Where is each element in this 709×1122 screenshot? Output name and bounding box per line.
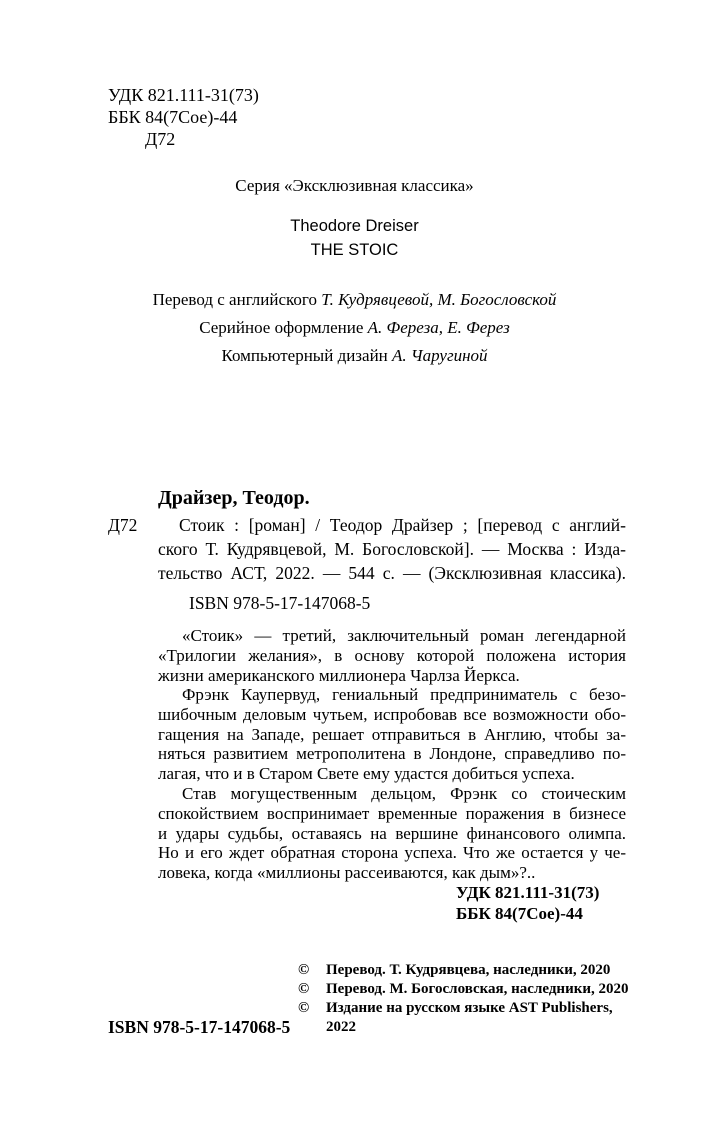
translation-credit [0, 290, 709, 310]
annotation-paragraph-1 [158, 626, 626, 685]
bib-line-1: Стоик : [роман] / Теодор Драйзер ; [перевод с англий- [179, 515, 626, 535]
computer-design-label: Компьютерный дизайн [221, 346, 393, 365]
copyright-line-3-year: 2022 [326, 1019, 356, 1035]
original-author: Theodore Dreiser [290, 217, 419, 235]
annotation-line: шибочным деловым чутьем, испробовав все возможности обо- [158, 704, 626, 724]
bib-heading: Драйзер, Теодор. [158, 487, 310, 509]
series-title: Серия «Эксклюзивная классика» [235, 176, 474, 195]
series-design-label: Серийное оформление [199, 318, 368, 337]
udk-code-top: УДК 821.111-31(73) [108, 85, 259, 105]
annotation-line: няться развитием метрополитена в Лондоне, справедливо по- [158, 744, 626, 764]
annotation-paragraph-3 [158, 784, 626, 883]
bbk-code-bottom: ББК 84(7Сое)-44 [456, 904, 583, 923]
annotation-line: лагая, что и в Старом Свете ему удастся добиться успеха. [158, 764, 575, 784]
translator-names: Т. Кудрявцевой, М. Богословской [321, 290, 557, 309]
computer-designer-names: А. Чаругиной [392, 346, 488, 365]
annotation-line: «Стоик» — третий, заключительный роман легендарной [182, 626, 626, 645]
annotation-line: и удары судьбы, оставаясь на вершине финансового олимпа. [158, 823, 626, 843]
copyright-symbol: © [298, 981, 310, 997]
author-sign-top: Д72 [145, 129, 176, 149]
series-design-credit [0, 318, 709, 338]
udk-code-bottom: УДК 821.111-31(73) [456, 883, 600, 902]
bib-isbn: ISBN 978-5-17-147068-5 [189, 593, 371, 613]
isbn-bottom: ISBN 978-5-17-147068-5 [108, 1017, 291, 1037]
annotation-paragraph-2 [158, 685, 626, 784]
annotation-line: спокойствием воспринимает временные поражения в бизнесе [158, 803, 626, 823]
copyright-line-3: Издание на русском языке AST Publishers, [326, 1000, 613, 1016]
annotation-line: гащения на Западе, решает отправиться в Англию, чтобы за- [158, 724, 626, 744]
copyright-symbol: © [298, 962, 310, 978]
copyright-line-1: Перевод. Т. Кудрявцева, наследники, 2020 [326, 962, 611, 978]
annotation-line: жизни американского миллионера Чарлза Йеркса. [158, 665, 520, 685]
bib-author-sign: Д72 [108, 515, 138, 535]
original-title: THE STOIC [310, 241, 399, 259]
computer-design-credit [0, 346, 709, 366]
annotation-line: Фрэнк Каупервуд, гениальный предприниматель с безо- [182, 685, 626, 704]
annotation-line: ловека, когда «миллионы рассеиваются, как дым»?.. [158, 863, 536, 883]
bbk-code-top: ББК 84(7Сое)-44 [108, 107, 238, 127]
annotation-line: Став могущественным дельцом, Фрэнк со стоическим [182, 784, 626, 803]
series-designer-names: А. Фереза, Е. Ферез [367, 318, 510, 337]
bib-line-2: ского Т. Кудрявцевой, М. Богословской]. — Москва : Изда- [158, 539, 626, 559]
translation-label: Перевод с английского [152, 290, 322, 309]
annotation-line: «Трилогии желания», в основу которой положена история [158, 645, 626, 665]
copyright-symbol: © [298, 1000, 310, 1016]
copyright-line-2: Перевод. М. Богословская, наследники, 2020 [326, 981, 629, 997]
annotation-line: Но и его ждет обратная сторона успеха. Что же остается у че- [158, 843, 626, 863]
bib-line-3: тельство АСТ, 2022. — 544 с. — (Эксклюзивная классика). [158, 563, 626, 583]
